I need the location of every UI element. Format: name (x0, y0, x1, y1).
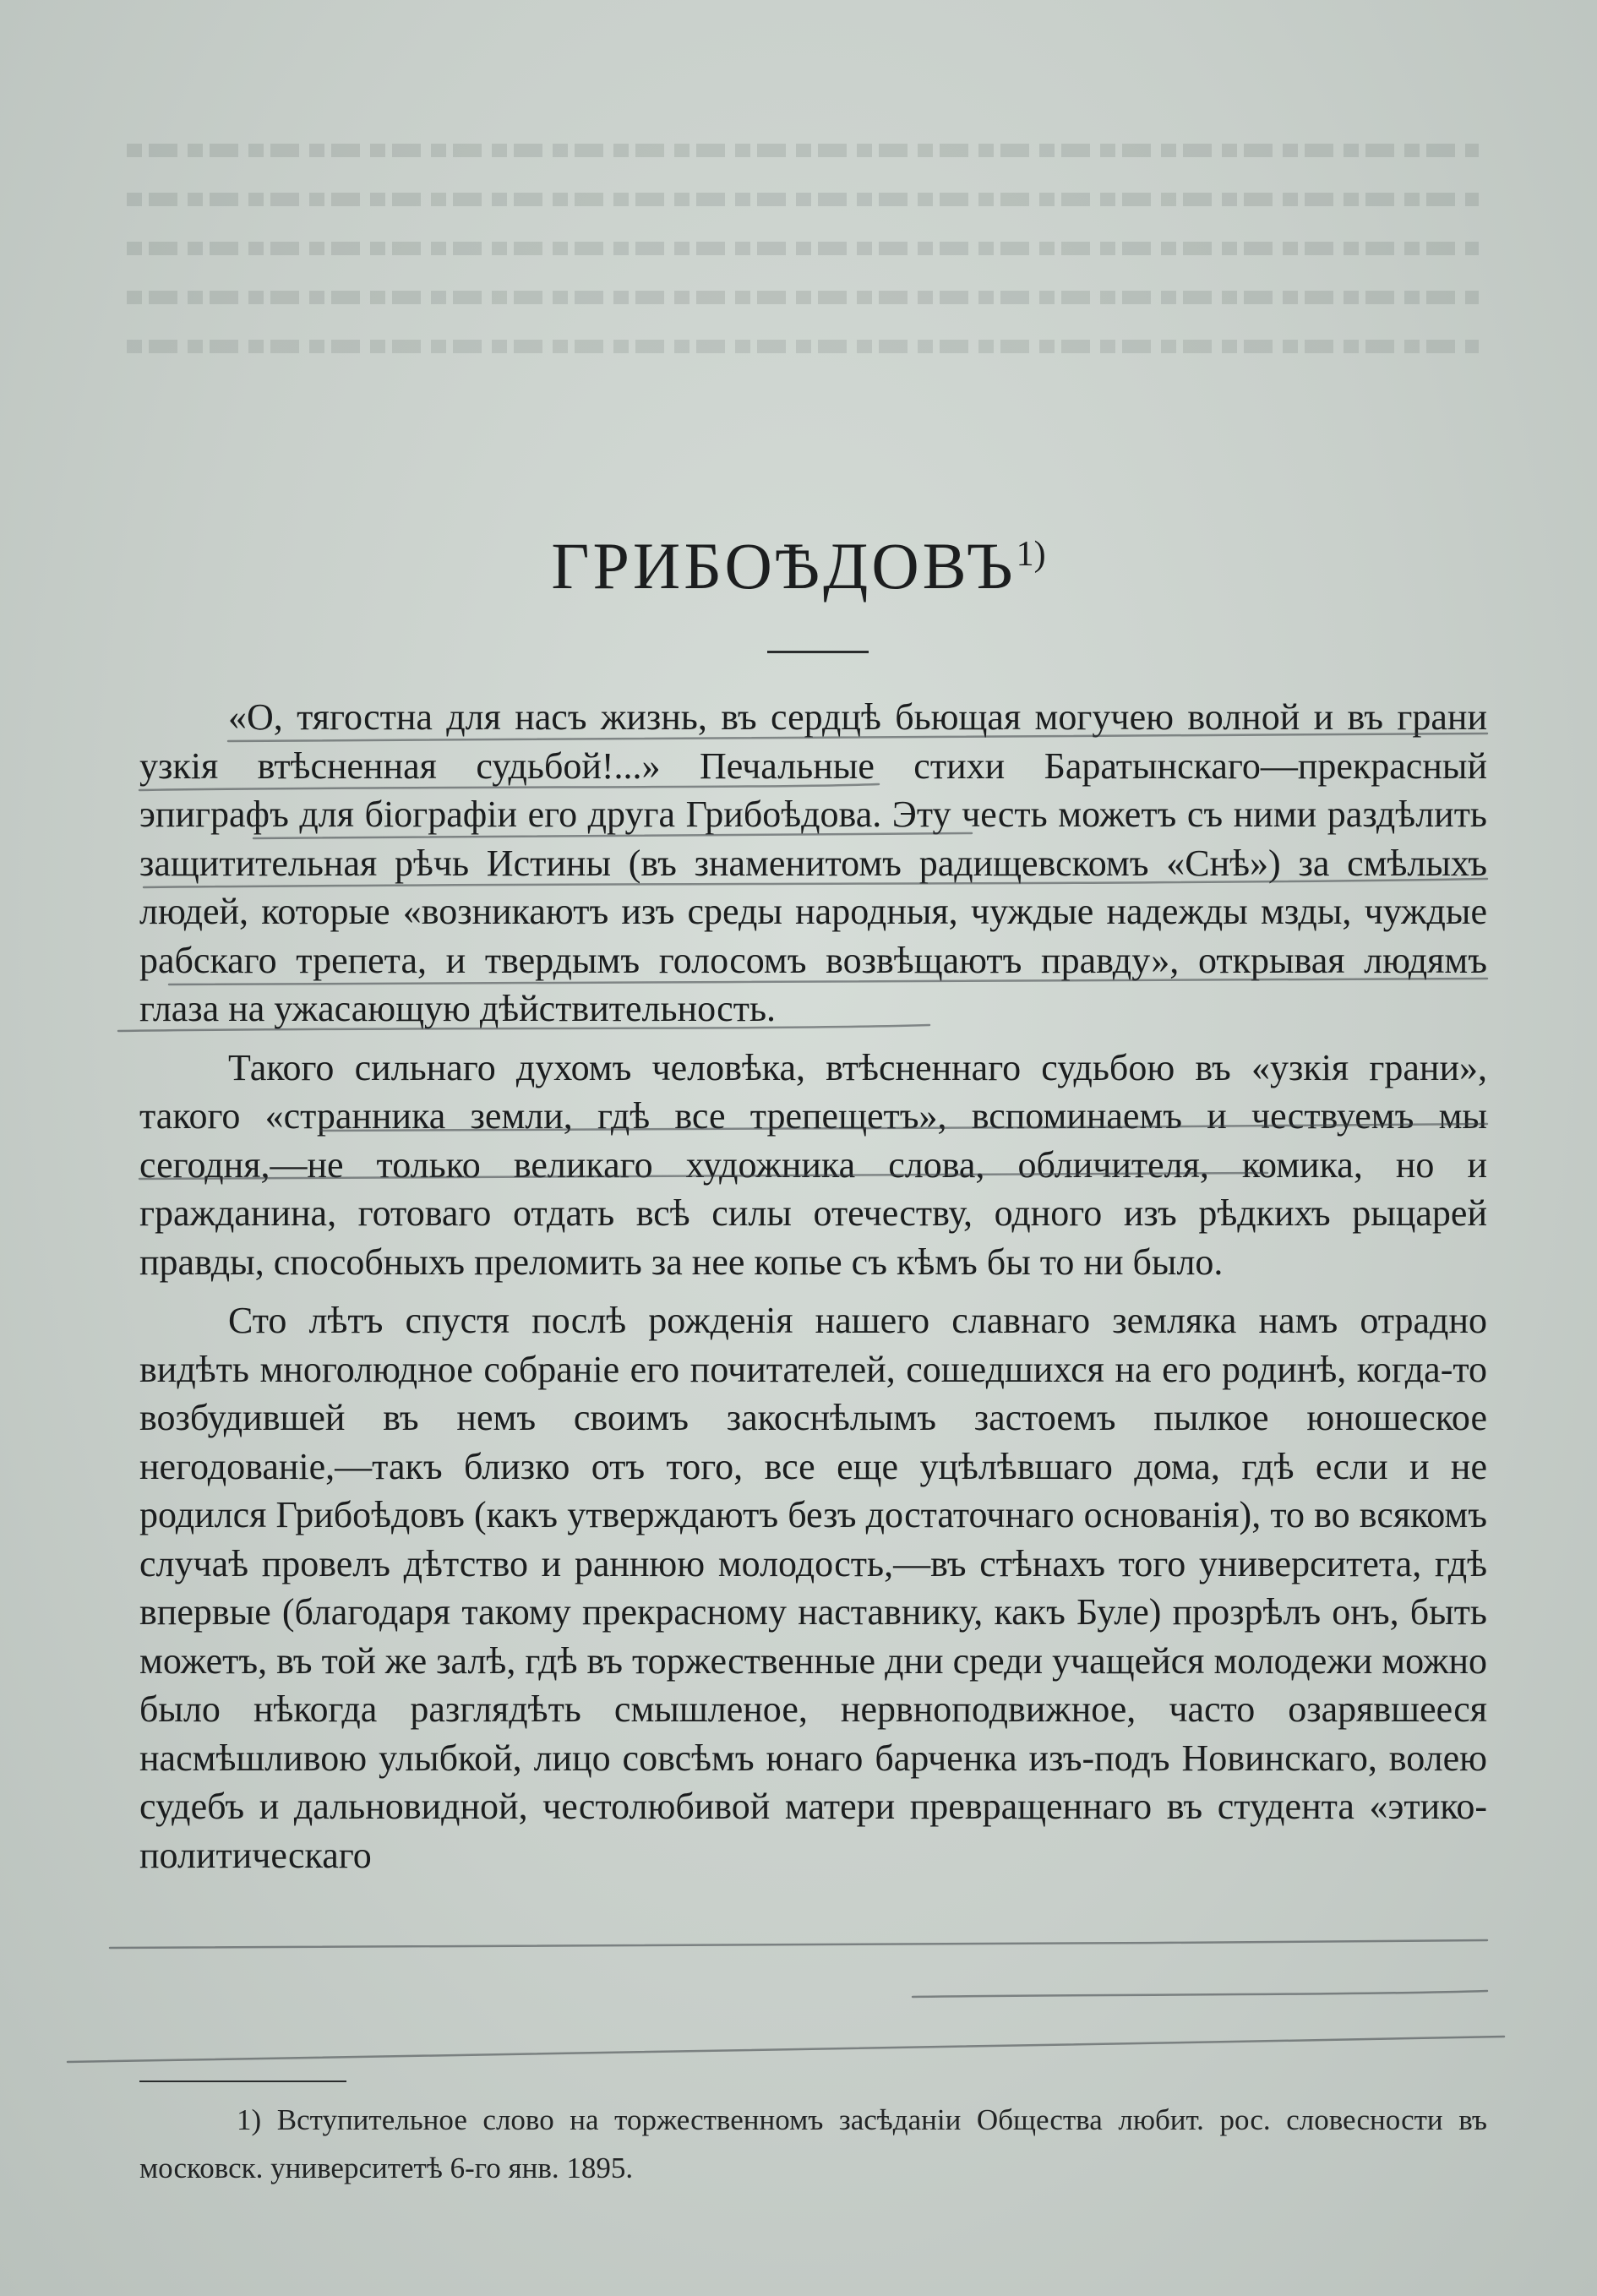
title-footnote-mark: 1) (1016, 535, 1046, 574)
body-text (139, 693, 1487, 1879)
title-divider (767, 651, 869, 653)
chapter-title (0, 528, 1597, 604)
reverse-side-bleed-through (127, 144, 1479, 397)
footnote-text: 1) Вступительное слово на торжественномъ засѣданіи Общества любит. рос. словесности въ московск. университетѣ 6-го янв. 1895. (139, 2103, 1487, 2184)
footnote-divider (139, 2081, 346, 2082)
footnote (139, 2096, 1487, 2192)
paragraph-3: Сто лѣтъ спустя послѣ рожденія нашего славнаго земляка намъ отрадно видѣть многолюдное собраніе его почитателей, сошедшихся на его родинѣ, когда-то возбудившей въ немъ своимъ закоснѣлымъ застоемъ пылкое юношеское негодованіе,—такъ близко отъ того, все еще уцѣлѣвшаго дома, гдѣ если и не родился Грибоѣдовъ (какъ утверждаютъ безъ достаточнаго основанія), то во всякомъ случаѣ провелъ дѣтство и раннюю молодость,—въ стѣнахъ того университета, гдѣ впервые (благодаря такому прекрасному наставнику, какъ Буле) прозрѣлъ онъ, быть можетъ, въ той же залѣ, гдѣ въ торжественные дни среди учащейся молодежи можно было нѣкогда разглядѣть смышленое, нервноподвижное, часто озарявшееся насмѣшливою улыбкой, лицо совсѣмъ юнаго барченка изъ-подъ Новинскаго, волею судебъ и дальновидной, честолюбивой матери превращеннаго въ студента «этико-политическаго (139, 1300, 1487, 1876)
paragraph-1: «О, тягостна для насъ жизнь, въ сердцѣ бьющая могучею волной и въ грани узкія втѣсненная судьбой!...» Печальные стихи Баратынскаго—прекрасный эпиграфъ для біографіи его друга Грибоѣдова. Эту честь можетъ съ ними раздѣлить защитительная рѣчь Истины (въ знаменитомъ радищевскомъ «Снѣ») за смѣлыхъ людей, которые «возникаютъ изъ среды народныя, чуждые надежды мзды, чуждые рабскаго трепета, и твердымъ голосомъ возвѣщаютъ правду», открывая людямъ глаза на ужасающую дѣйствительность. (139, 696, 1487, 1029)
paragraph-2: Такого сильнаго духомъ человѣка, втѣсненнаго судьбою въ «узкія грани», такого «странника земли, гдѣ все трепещетъ», вспоминаемъ и чествуемъ мы сегодня,—не только великаго художника слова, обличителя, комика, но и гражданина, готоваго отдать всѣ силы отечеству, одного изъ рѣдкихъ рыцарей правды, способныхъ преломить за нее копье съ кѣмъ бы то ни было. (139, 1046, 1487, 1283)
chapter-title-text: ГРИБОѢДОВЪ (551, 529, 1017, 603)
